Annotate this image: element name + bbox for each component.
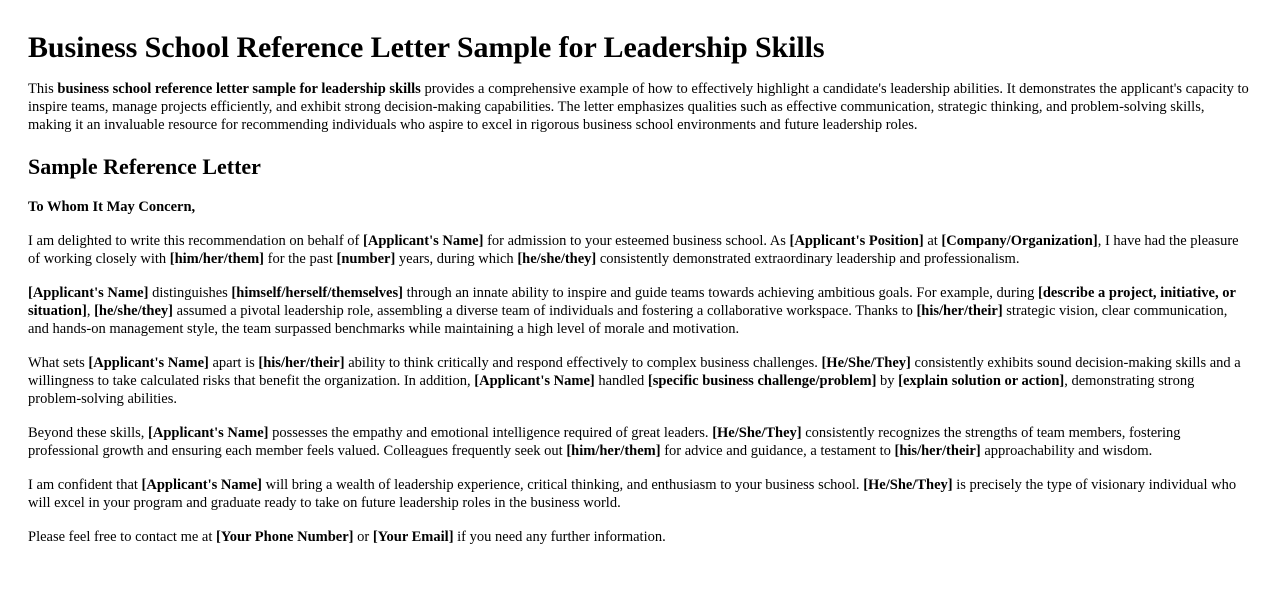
text: if you need any further information. [453, 529, 666, 545]
intro-keyword: business school reference letter sample for leadership skills [57, 81, 421, 97]
letter-paragraph-5 [28, 476, 1250, 512]
text: , [86, 303, 95, 319]
page-title: Business School Reference Letter Sample for Leadership Skills [28, 31, 825, 64]
text: will bring a wealth of leadership experience, critical thinking, and enthusiasm to your business school. [261, 477, 864, 493]
text: distinguishes [148, 285, 232, 301]
placeholder-applicant-name: [Applicant's Name] [141, 477, 262, 493]
placeholder-email: [Your Email] [372, 529, 454, 545]
placeholder-applicant-name: [Applicant's Name] [88, 355, 209, 371]
placeholder-number: [number] [336, 251, 396, 267]
text: through an innate ability to inspire and guide teams towards achieving ambitious goals. For example, during [402, 285, 1039, 301]
placeholder-applicant-name: [Applicant's Name] [363, 233, 484, 249]
intro-text: This [28, 81, 58, 97]
placeholder-pronoun: [he/she/they] [517, 251, 597, 267]
intro-text: provides a comprehensive example of how to effectively highlight a candidate's leadership abilities. It demonstrates the applicant's capacity to inspire teams, manage projects efficiently, and exhibit strong decision-making capabilities. The letter emphasizes qualities such as effective communication, strategic thinking, and problem-solving skills, making it an invaluable resource for recommending individuals who aspire to excel in rigorous business school environments and future leadership roles. [28, 81, 1249, 133]
placeholder-applicant-name: [Applicant's Name] [474, 373, 595, 389]
letter-paragraph-1 [28, 232, 1250, 268]
text: handled [594, 373, 648, 389]
text: at [923, 233, 942, 249]
text: consistently exhibits sound decision-making skills and a willingness to take calculated risks that benefit the organization. In addition, [28, 355, 1241, 389]
placeholder-pronoun: [he/she/they] [94, 303, 174, 319]
text: , I have had the pleasure of working closely with [28, 233, 1239, 267]
letter-paragraph-2 [28, 284, 1250, 338]
placeholder-phone: [Your Phone Number] [216, 529, 354, 545]
letter-paragraph-3 [28, 354, 1250, 408]
text: consistently demonstrated extraordinary leadership and professionalism. [596, 251, 1020, 267]
placeholder-pronoun: [his/her/their] [894, 443, 981, 459]
text: What sets [28, 355, 89, 371]
placeholder-applicant-position: [Applicant's Position] [789, 233, 924, 249]
placeholder-project: [describe a project, initiative, or situation] [28, 285, 1236, 319]
placeholder-challenge: [specific business challenge/problem] [647, 373, 877, 389]
text: strategic vision, clear communication, and hands-on management style, the team surpassed benchmarks while maintaining a high level of morale and motivation. [28, 303, 1228, 337]
placeholder-pronoun: [himself/herself/themselves] [231, 285, 403, 301]
text: or [353, 529, 373, 545]
text: for the past [264, 251, 337, 267]
placeholder-pronoun: [him/her/them] [566, 443, 661, 459]
placeholder-applicant-name: [Applicant's Name] [148, 425, 269, 441]
text: , demonstrating strong problem-solving abilities. [28, 373, 1195, 407]
text: for admission to your esteemed business school. As [483, 233, 790, 249]
placeholder-pronoun: [He/She/They] [821, 355, 911, 371]
letter-paragraph-4 [28, 424, 1250, 460]
text: consistently recognizes the strengths of team members, fostering professional growth and ensuring each member feels valued. Colleagues frequently seek out [28, 425, 1181, 459]
text: approachability and wisdom. [980, 443, 1153, 459]
text: by [876, 373, 899, 389]
placeholder-pronoun: [him/her/them] [169, 251, 264, 267]
placeholder-company: [Company/Organization] [941, 233, 1098, 249]
placeholder-pronoun: [He/She/They] [712, 425, 802, 441]
letter-salutation: To Whom It May Concern, [28, 199, 196, 215]
placeholder-applicant-name: [Applicant's Name] [28, 285, 149, 301]
text: I am confident that [28, 477, 142, 493]
text: possesses the empathy and emotional intelligence required of great leaders. [268, 425, 713, 441]
text: ability to think critically and respond effectively to complex business challenges. [344, 355, 822, 371]
intro-paragraph [28, 80, 1250, 134]
placeholder-solution: [explain solution or action] [898, 373, 1065, 389]
letter-paragraph-6 [28, 528, 1250, 546]
text: Please feel free to contact me at [28, 529, 216, 545]
placeholder-pronoun: [his/her/their] [258, 355, 345, 371]
placeholder-pronoun: [his/her/their] [916, 303, 1003, 319]
text: is precisely the type of visionary individual who will excel in your program and graduate ready to take on future leadership roles in the business world. [28, 477, 1237, 511]
text: Beyond these skills, [28, 425, 149, 441]
text: years, during which [395, 251, 518, 267]
text: I am delighted to write this recommendation on behalf of [28, 233, 364, 249]
section-heading: Sample Reference Letter [28, 154, 261, 179]
text: for advice and guidance, a testament to [660, 443, 895, 459]
text: apart is [208, 355, 259, 371]
placeholder-pronoun: [He/She/They] [863, 477, 953, 493]
text: assumed a pivotal leadership role, assembling a diverse team of individuals and fostering a collaborative workspace. Thanks to [173, 303, 917, 319]
